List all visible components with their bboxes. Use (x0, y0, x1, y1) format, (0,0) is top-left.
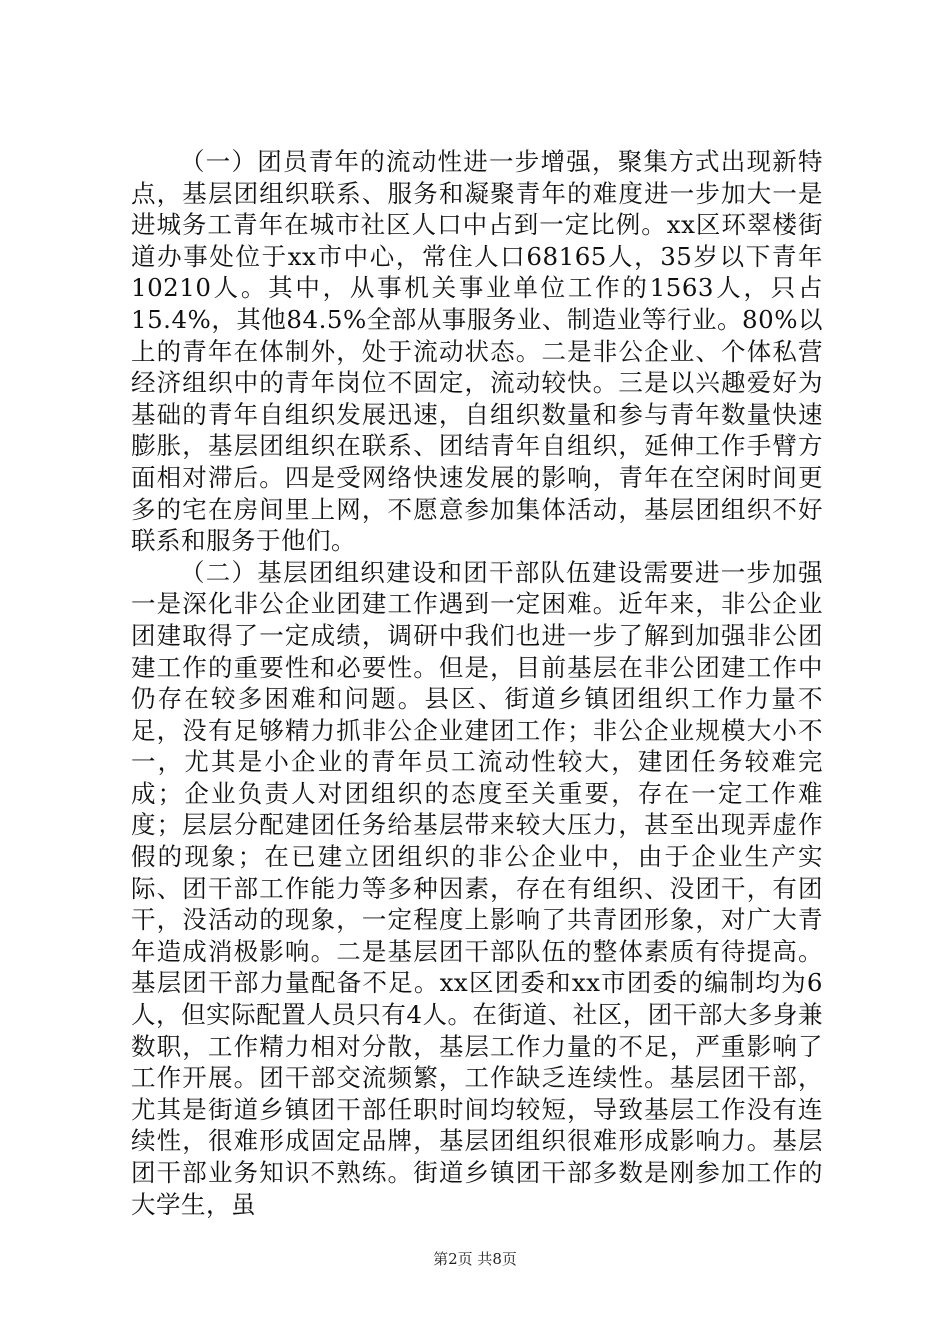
page-number-footer: 第2页 共8页 (433, 1250, 517, 1268)
paragraph-grassroots-organization: （二）基层团组织建设和团干部队伍建设需要进一步加强一是深化非公企业团建工作遇到一定困难。近年来，非公企业团建取得了一定成绩，调研中我们也进一步了解到加强非公团建工作的重要性和必要性。但是，目前基层在非公团建工作中仍存在较多困难和问题。县区、街道乡镇团组织工作力量不足，没有足够精力抓非公企业建团工作；非公企业规模大小不一，尤其是小企业的青年员工流动性较大，建团任务较难完成；企业负责人对团组织的态度至关重要，存在一定工作难度；层层分配建团任务给基层带来较大压力，甚至出现弄虚作假的现象；在已建立团组织的非公企业中，由于企业生产实际、团干部工作能力等多种因素，存在有组织、没团干，有团干，没活动的现象，一定程度上影响了共青团形象，对广大青年造成消极影响。二是基层团干部队伍的整体素质有待提高。基层团干部力量配备不足。xx区团委和xx市团委的编制均为6人，但实际配置人员只有4人。在街道、社区，团干部大多身兼数职，工作精力相对分散，基层工作力量的不足，严重影响了工作开展。团干部交流频繁，工作缺乏连续性。基层团干部，尤其是街道乡镇团干部任职时间均较短，导致基层工作没有连续性，很难形成固定品牌，基层团组织很难形成影响力。基层团干部业务知识不熟练。街道乡镇团干部多数是刚参加工作的大学生，虽 (131, 557, 823, 1219)
paragraph-youth-mobility: （一）团员青年的流动性进一步增强，聚集方式出现新特点，基层团组织联系、服务和凝聚青年的难度进一步加大一是进城务工青年在城市社区人口中占到一定比例。xx区环翠楼街道办事处位于xx市中心，常住人口68165人，35岁以下青年10210人。其中，从事机关事业单位工作的1563人，只占15.4%，其他84.5%全部从事服务业、制造业等行业。80%以上的青年在体制外，处于流动状态。二是非公企业、个体私营经济组织中的青年岗位不固定，流动较快。三是以兴趣爱好为基础的青年自组织发展迅速，自组织数量和参与青年数量快速膨胀，基层团组织在联系、团结青年自组织，延伸工作手臂方面相对滞后。四是受网络快速发展的影响，青年在空闲时间更多的宅在房间里上网，不愿意参加集体活动，基层团组织不好联系和服务于他们。 (131, 147, 823, 556)
document-body (131, 146, 823, 1220)
